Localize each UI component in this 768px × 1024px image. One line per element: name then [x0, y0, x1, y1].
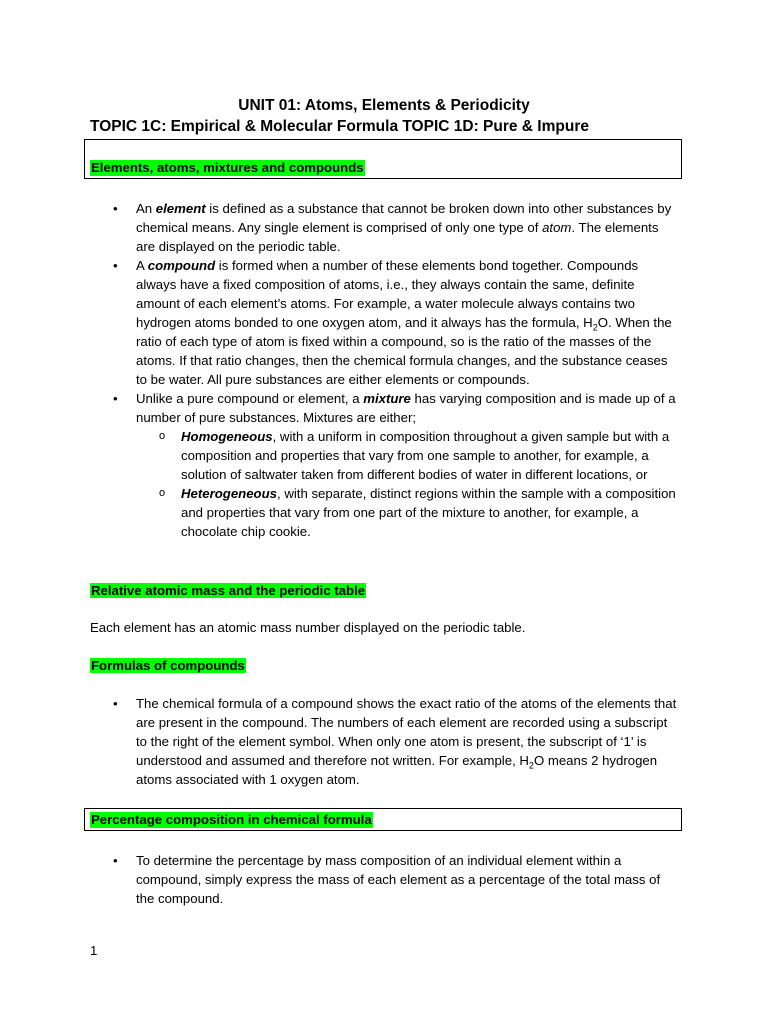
unit-title: UNIT 01: Atoms, Elements & Periodicity	[238, 97, 530, 114]
term-heterogeneous: Heterogeneous	[181, 486, 277, 501]
page-number: 1	[90, 943, 98, 958]
list-item: • A compound is formed when a number of these elements bond together. Compounds always have a fixed composition of atoms, i.e., they always contain the same, definite amount of each element’s atoms. For example, a water molecule always contains two hydrogen atoms bonded to one oxygen atom, and it always has the formula, $H_2O$. When the ratio of each type of atom is fixed within a compound, so is the ratio of the masses of the atoms. If that ratio changes, then the chemical formula changes, and the substance ceases to be water. All pure substances are either elements or compounds.	[0, 256, 680, 389]
section-heading-relative-mass-wrap	[90, 582, 366, 600]
bullet-list-percentage	[0, 851, 680, 908]
section-heading-elements: Elements, atoms, mixtures and compounds	[91, 160, 364, 175]
list-item: • An element is defined as a substance that cannot be broken down into other substances by chemical means. Any single element is comprised of only one type of atom. The elements are displayed on the periodic table.	[0, 199, 680, 256]
section-heading-formulas: Formulas of compounds	[91, 658, 245, 673]
term-compound: compound	[147, 258, 216, 273]
list-item: o Homogeneous, with a uniform in composition throughout a given sample but with a composition and properties that vary from one sample to another, for example, a solution of saltwater taken from different bodies of water in different locations, or	[136, 427, 681, 484]
bullet-list-elements	[0, 199, 680, 541]
section-heading-box	[84, 808, 682, 831]
term-mixture: mixture	[363, 391, 411, 406]
term-element: element	[155, 201, 206, 216]
relative-mass-text: Each element has an atomic mass number displayed on the periodic table.	[90, 620, 526, 635]
sub-list-mixtures	[136, 427, 680, 541]
term-homogeneous: Homogeneous	[181, 429, 273, 444]
section-heading-box	[84, 139, 682, 179]
term-atom: atom	[542, 220, 572, 235]
section-heading-formulas-wrap	[90, 657, 246, 675]
section-heading-relative-mass: Relative atomic mass and the periodic table	[91, 583, 366, 598]
list-item: o Heterogeneous, with separate, distinct regions within the sample with a composition and properties that vary from one part of the mixture to another, for example, a chocolate chip cookie.	[136, 484, 681, 541]
list-item: • Unlike a pure compound or element, a mixture has varying composition and is made up of a number of pure substances. Mixtures are either; o Homogeneous, with a uniform in composition throughout a given sample but with a composition and properties that vary from one sample to another, for example, a solution of saltwater taken from different bodies of water in different locations, or o Heterogeneous, with separate, distinct regions within the sample with a composition and properties that vary from one part of the mixture to another, for example, a chocolate chip cookie.	[0, 389, 680, 541]
section-heading-percentage: Percentage composition in chemical formula	[91, 812, 372, 827]
list-item: • The chemical formula of a compound shows the exact ratio of the atoms of the elements that are present in the compound. The numbers of each element are recorded using a subscript to the right of the element symbol. When only one atom is present, the subscript of ‘1’ is understood and assumed and therefore not written. For example, $H_2O$ means 2 hydrogen atoms associated with 1 oxygen atom.	[0, 694, 680, 789]
list-item: • To determine the percentage by mass composition of an individual element within a compound, simply express the mass of each element as a percentage of the total mass of the compound.	[0, 851, 680, 908]
bullet-list-formulas	[0, 694, 680, 789]
topic-title: TOPIC 1C: Empirical & Molecular Formula TOPIC 1D: Pure & Impure	[90, 118, 589, 135]
